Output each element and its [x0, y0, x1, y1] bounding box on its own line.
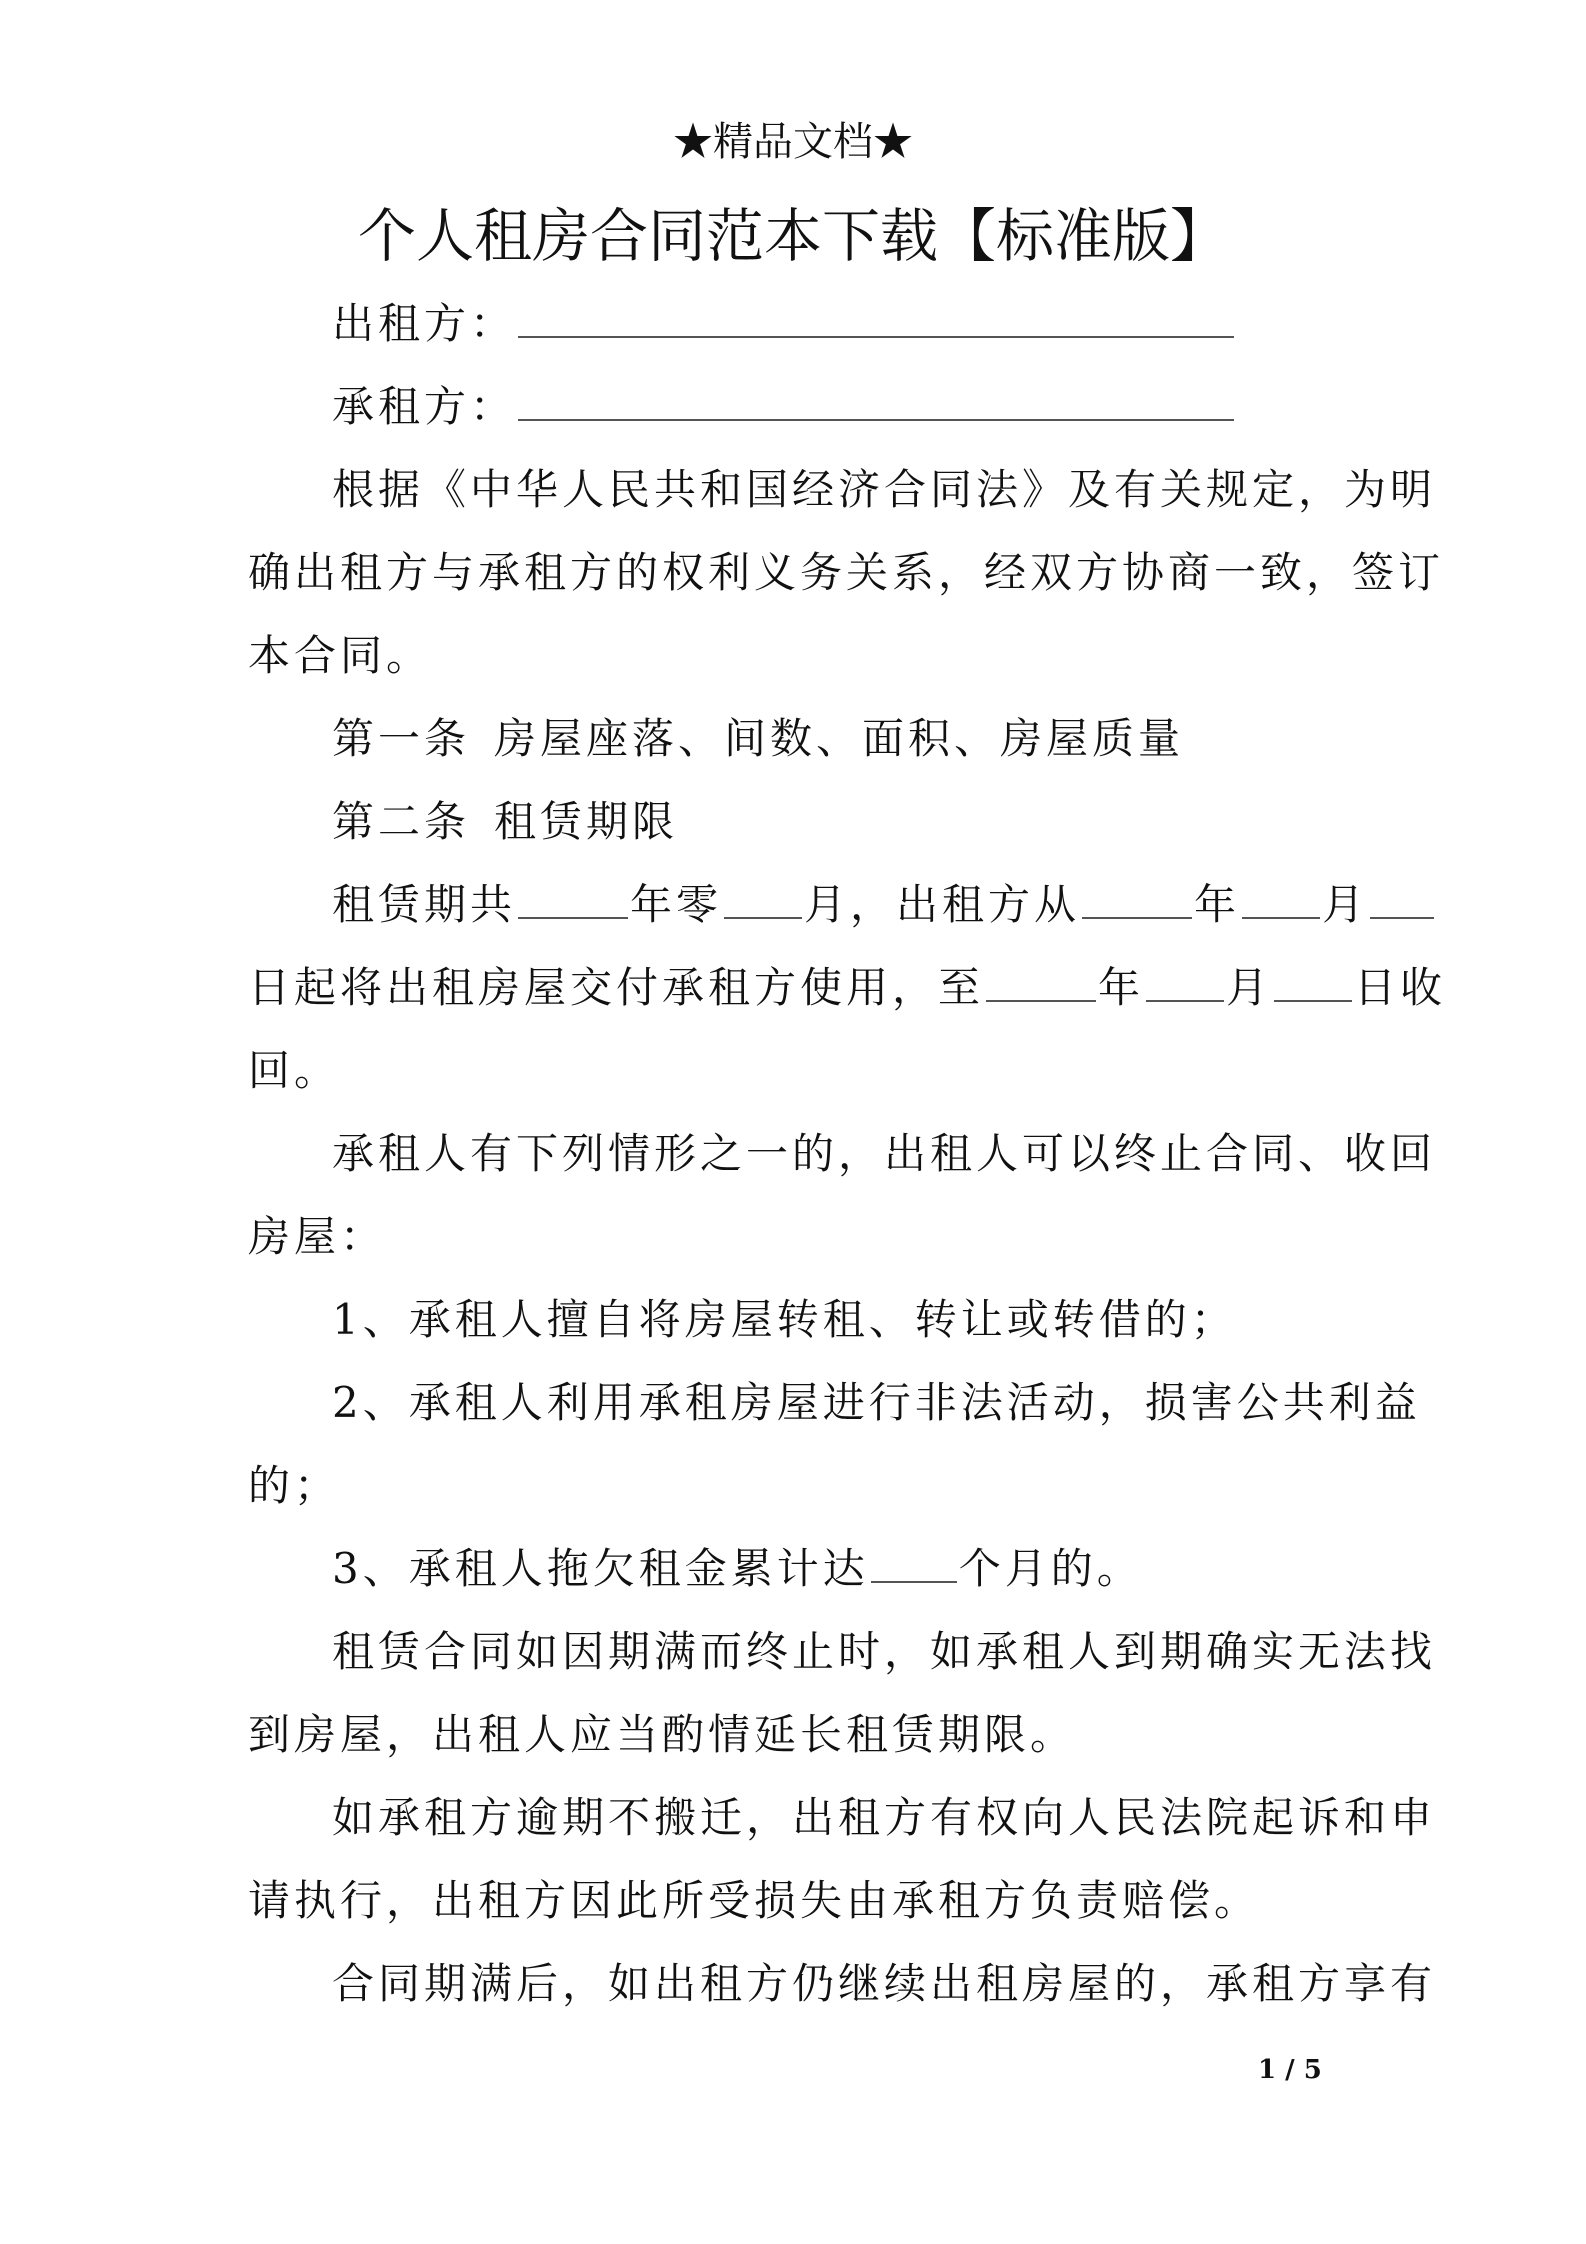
overdue-line-2: 请执行，出租方因此所受损失由承租方负责赔偿。 [248, 1876, 1261, 1925]
article-1-title: 房屋座落、间数、面积、房屋质量 [494, 714, 1185, 763]
end-year-blank[interactable] [986, 966, 1096, 1002]
term-text: 租赁期共 [332, 880, 517, 929]
document-title: 个人租房合同范本下载【标准版】 [357, 202, 1228, 270]
lessee-field [248, 365, 1356, 448]
article-2-title: 租赁期限 [494, 797, 679, 846]
expiry-line-2: 到房屋，出租人应当酌情延长租赁期限。 [248, 1710, 1077, 1759]
lessee-blank[interactable] [518, 385, 1234, 421]
start-day-blank[interactable] [1370, 883, 1434, 919]
item-3-text: 个月的。 [958, 1544, 1143, 1593]
article-1-number: 第一条 [332, 714, 471, 763]
term-text: 月 [1322, 880, 1369, 929]
term-text: 日起将出租房屋交付承租方使用，至 [248, 963, 985, 1012]
term-text: 年 [1194, 880, 1241, 929]
end-month-blank[interactable] [1146, 966, 1224, 1002]
lessor-field [248, 282, 1356, 365]
arrears-months-blank[interactable] [871, 1547, 957, 1583]
term-text: 年零 [630, 880, 723, 929]
term-text: 月，出租方从 [804, 880, 1081, 929]
termination-item-2-line-2: 的； [248, 1461, 341, 1510]
term-text: 日收 [1354, 963, 1447, 1012]
article-2-heading [248, 780, 1356, 863]
contract-body [248, 282, 1447, 2025]
term-line-3: 回。 [248, 1046, 341, 1095]
header-mark: ★精品文档★ [673, 119, 913, 165]
term-text: 年 [1098, 963, 1145, 1012]
start-month-blank[interactable] [1242, 883, 1320, 919]
intro-line-2: 确出租方与承租方的权利义务关系，经双方协商一致，签订 [248, 548, 1445, 597]
term-months-blank[interactable] [724, 883, 802, 919]
expiry-line-1: 租赁合同如因期满而终止时，如承租人到期确实无法找 [332, 1627, 1437, 1676]
overdue-line-1: 如承租方逾期不搬迁，出租方有权向人民法院起诉和申 [332, 1793, 1437, 1842]
termination-intro-line-2: 房屋： [248, 1212, 387, 1261]
termination-item-2-line-1: 2、承租人利用承租房屋进行非法活动，损害公共利益 [332, 1378, 1421, 1427]
termination-intro-line-1: 承租人有下列情形之一的，出租人可以终止合同、收回 [332, 1129, 1437, 1178]
lessor-label: 出租方： [332, 299, 517, 348]
intro-line-3: 本合同。 [248, 631, 433, 680]
page-number: 1 / 5 [1258, 2055, 1322, 2085]
termination-item-3 [248, 1527, 1356, 1610]
intro-line-1: 根据《中华人民共和国经济合同法》及有关规定，为明 [332, 465, 1437, 514]
term-text: 月 [1226, 963, 1273, 1012]
termination-item-1: 1、承租人擅自将房屋转租、转让或转借的； [332, 1295, 1237, 1344]
article-1-heading [248, 697, 1356, 780]
term-years-blank[interactable] [518, 883, 628, 919]
lessor-blank[interactable] [518, 302, 1234, 338]
article-2-number: 第二条 [332, 797, 471, 846]
end-day-blank[interactable] [1274, 966, 1352, 1002]
term-line-2 [248, 946, 1447, 1029]
lessee-label: 承租方： [332, 382, 517, 431]
term-line-1 [248, 863, 1369, 946]
start-year-blank[interactable] [1082, 883, 1192, 919]
item-3-text: 3、承租人拖欠租金累计达 [332, 1544, 869, 1593]
renewal-line-1: 合同期满后，如出租方仍继续出租房屋的，承租方享有 [332, 1959, 1437, 2008]
